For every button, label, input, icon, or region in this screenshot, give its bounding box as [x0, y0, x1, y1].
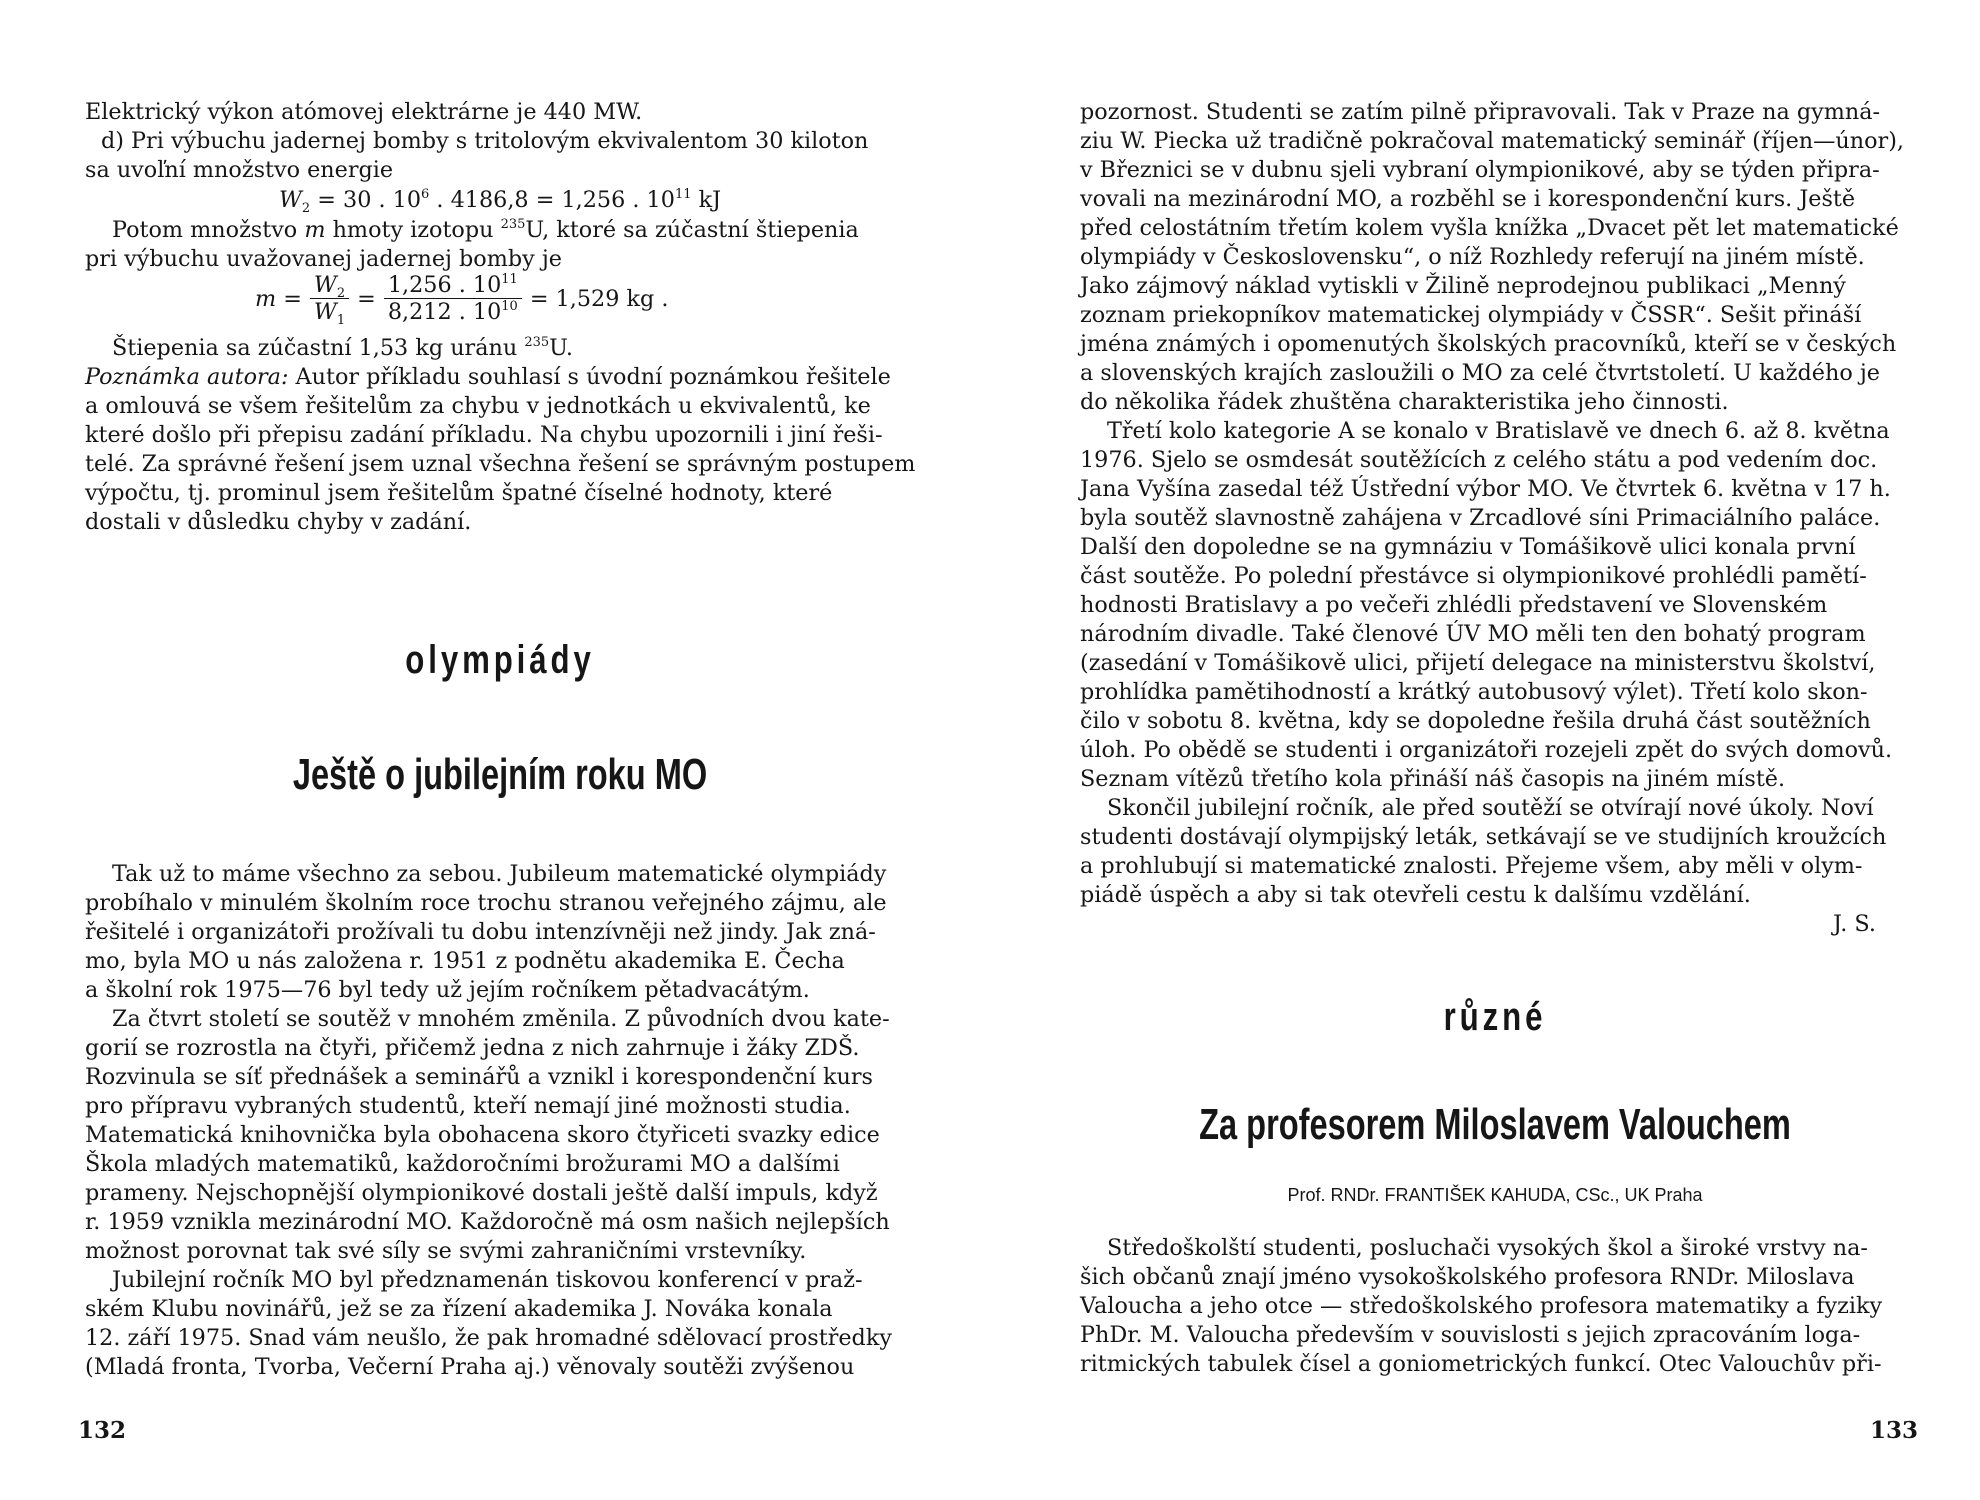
text-line: Skončil jubilejní ročník, ale před soutěží se otvírají nové úkoly. Noví — [1107, 795, 1874, 821]
text-line: Jana Vyšína zasedal též Ústřední výbor MO. Ve čtvrtek 6. května v 17 h. — [1080, 476, 1891, 502]
text-line: vovali na mezinárodní MO, a rozběhl se i korespondenční kurs. Ještě — [1080, 186, 1856, 212]
text-line: Třetí kolo kategorie A se konalo v Bratislavě ve dnech 6. až 8. května — [1107, 418, 1890, 444]
text-line: ském Klubu novinářů, jež se za řízení akademika J. Nováka konala — [85, 1296, 833, 1322]
text-line: Jubilejní ročník MO byl předznamenán tiskovou konferencí v praž- — [112, 1267, 863, 1293]
text-line: šich občanů znají jméno vysokoškolského profesora RNDr. Miloslava — [1080, 1264, 1855, 1290]
text-line: byla soutěž slavnostně zahájena v Zrcadlové síni Primaciálního paláce. — [1080, 505, 1881, 531]
article-title: Ještě o jubilejním roku MO — [292, 750, 708, 799]
text-line: (zasedání v Tomášikově ulici, přijetí delegace na ministerstvu školství, — [1080, 650, 1876, 676]
author-note: Poznámka autora: Autor příkladu souhlasí s úvodní poznámkou řešitele — [85, 364, 891, 390]
text-line: národním divadle. Také členové ÚV MO měli ten den bohatý program — [1080, 621, 1866, 647]
text-line: PhDr. M. Valoucha především v souvislosti s jejich zpracováním loga- — [1080, 1322, 1861, 1348]
text-line: hodnosti Bratislavy a po večeři zhlédli představení ve Slovenském — [1080, 592, 1828, 618]
text-line: a slovenských krajích zasloužili o MO za celé čtvrtstoletí. U každého je — [1080, 360, 1880, 386]
text-line: a prohlubují si matematické znalosti. Přejeme všem, aby měli v olym- — [1080, 853, 1863, 879]
fraction-w2-w1: $\frac{W_2}{W_1}$ — [310, 272, 349, 325]
text-line: možnost porovnat tak své síly se svými zahraničními vrstevníky. — [85, 1238, 807, 1264]
text-line: Štiepenia sa zúčastní 1,53 kg uránu $^{235}$U. — [112, 335, 573, 361]
text-line: studenti dostávají olympijský leták, setkávají se ve studijních kroužcích — [1080, 824, 1887, 850]
text-line: čilo v sobotu 8. května, kdy se dopoledne řešila druhá část soutěžních — [1080, 708, 1871, 734]
section-heading: olympiády — [405, 638, 595, 682]
text-line: zoznam priekopníkov matematickej olympiády v ČSSR“. Sešit přináší — [1080, 302, 1862, 328]
text-line: telé. Za správné řešení jsem uznal všechna řešení se správným postupem — [85, 451, 916, 477]
text-line: d) Pri výbuchu jadernej bomby s tritolovým ekvivalentom 30 kiloton — [101, 128, 869, 154]
text-line: 12. září 1975. Snad vám neušlo, že pak hromadné sdělovací prostředky — [85, 1325, 892, 1351]
text-line: v Březnici se v dubnu sjeli vybraní olympionikové, aby se týden připra- — [1080, 157, 1880, 183]
text-line: sa uvoľní množstvo energie — [85, 157, 394, 183]
text-line: Valoucha a jeho otce — středoškolského profesora matematiky a fyziky — [1080, 1293, 1883, 1319]
text-line: probíhalo v minulém školním roce trochu stranou veřejného zájmu, ale — [85, 890, 887, 916]
text-line: řešitelé i organizátoři prožívali tu dobu intenzívněji než jindy. Jak zná- — [85, 919, 876, 945]
text-line: Jako zájmový náklad vytiskli v Žilině neprodejnou publikaci „Menný — [1080, 273, 1846, 299]
note-label: Poznámka autora: — [85, 364, 289, 390]
text-line: Za čtvrt století se soutěž v mnohém změnila. Z původních dvou kate- — [112, 1006, 890, 1032]
text-line: Potom množstvo m hmoty izotopu $^{235}$U, ktoré sa zúčastní štiepenia — [112, 217, 859, 243]
article-title: Za profesorem Miloslavem Valouchem — [1199, 1100, 1791, 1149]
text-line: mo, byla MO u nás založena r. 1951 z podnětu akademika E. Čecha — [85, 948, 845, 974]
text-line: pozornost. Studenti se zatím pilně připravovali. Tak v Praze na gymná- — [1080, 99, 1881, 125]
article-author: Prof. RNDr. FRANTIŠEK KAHUDA, CSc., UK Praha — [1287, 1185, 1703, 1205]
text-line: 1976. Sjelo se osmdesát soutěžících z celého státu a pod vedením doc. — [1080, 447, 1878, 473]
text-line: prohlídka pamětihodností a krátký autobusový výlet). Třetí kolo skon- — [1080, 679, 1868, 705]
text-line: Tak už to máme všechno za sebou. Jubileum matematické olympiády — [112, 861, 887, 887]
text-line: prameny. Nejschopnější olympionikové dostali ještě další impuls, když — [85, 1180, 878, 1206]
text-line: (Mladá fronta, Tvorba, Večerní Praha aj.) věnovaly soutěži zvýšenou — [85, 1354, 855, 1380]
fraction-values: $\frac{1,256 . 10^{11}}{8,212 . 10^{10}}$ — [384, 272, 522, 325]
text-line: Škola mladých matematiků, každoročními brožurami MO a dalšími — [85, 1151, 840, 1177]
text-line: které došlo při přepisu zadání příkladu. Na chybu upozornili i jiní řeši- — [85, 422, 883, 448]
text-line: r. 1959 vznikla mezinárodní MO. Každoročně má osm našich nejlepších — [85, 1209, 890, 1235]
page-number: 132 — [78, 1417, 127, 1444]
text-line: a omlouvá se všem řešitelům za chybu v jednotkách u ekvivalentů, ke — [85, 393, 871, 419]
text-line: část soutěže. Po polední přestávce si olympionikové prohlédli pamětí- — [1080, 563, 1867, 589]
text-line: před celostátním třetím kolem vyšla knížka „Dvacet pět let matematické — [1080, 215, 1899, 241]
text-line: dostali v důsledku chyby v zadání. — [85, 509, 472, 535]
text-line: piádě úspěch a aby si tak otevřeli cestu k dalšímu vzdělání. — [1080, 882, 1751, 908]
signature: J. S. — [1833, 911, 1876, 937]
text-line: výpočtu, tj. prominul jsem řešitelům špatné číselné hodnoty, které — [85, 480, 833, 506]
text-line: jména známých i opomenutých školských pracovníků, kteří se v českých — [1080, 331, 1897, 357]
formula-w2: $W_2 = 30$ . $10^6$ . 4186,8 = 1,256 . $10^{11}$ kJ — [278, 187, 722, 216]
text-line: Středoškolští studenti, posluchači vysokých škol a široké vrstvy na- — [1107, 1235, 1868, 1261]
text-line: Seznam vítězů třetího kola přináší náš časopis na jiném místě. — [1080, 766, 1786, 792]
text-line: ritmických tabulek čísel a goniometrických funkcí. Otec Valouchův při- — [1080, 1351, 1882, 1377]
formula-mass: m = $\frac{W_2}{W_1}$ = $\frac{1,256 . 10^{11}}{8,212 . 10^{10}}$ = 1,529 kg . — [255, 272, 669, 328]
text-line: úloh. Po obědě se studenti i organizátoři rozejeli zpět do svých domovů. — [1080, 737, 1893, 763]
section-heading: různé — [1443, 995, 1547, 1039]
text-line: pri výbuchu uvažovanej jadernej bomby je — [85, 246, 562, 272]
right-page — [990, 0, 1980, 1500]
text-line: olympiády v Československu“, o níž Rozhledy referují na jiném místě. — [1080, 244, 1865, 270]
text-line: a školní rok 1975—76 byl tedy už jejím ročníkem pětadvacátým. — [85, 977, 810, 1003]
text-line: Elektrický výkon atómovej elektrárne je 440 MW. — [85, 99, 643, 125]
text-line: do několika řádek zhuštěna charakteristika jeho činnosti. — [1080, 389, 1729, 415]
text-line: ziu W. Piecka už tradičně pokračoval matematický seminář (říjen—únor), — [1080, 128, 1905, 154]
page-number: 133 — [1870, 1417, 1919, 1444]
text-line: Matematická knihovnička byla obohacena skoro čtyřiceti svazky edice — [85, 1122, 880, 1148]
text-line: pro přípravu vybraných studentů, kteří nemají jiné možnosti studia. — [85, 1093, 851, 1119]
text-line: Další den dopoledne se na gymnáziu v Tomášikově ulici konala první — [1080, 534, 1856, 560]
text-line: Rozvinula se síť přednášek a seminářů a vznikl i korespondenční kurs — [85, 1064, 873, 1090]
text-line: gorií se rozrostla na čtyři, přičemž jedna z nich zahrnuje i žáky ZDŠ. — [85, 1035, 860, 1061]
